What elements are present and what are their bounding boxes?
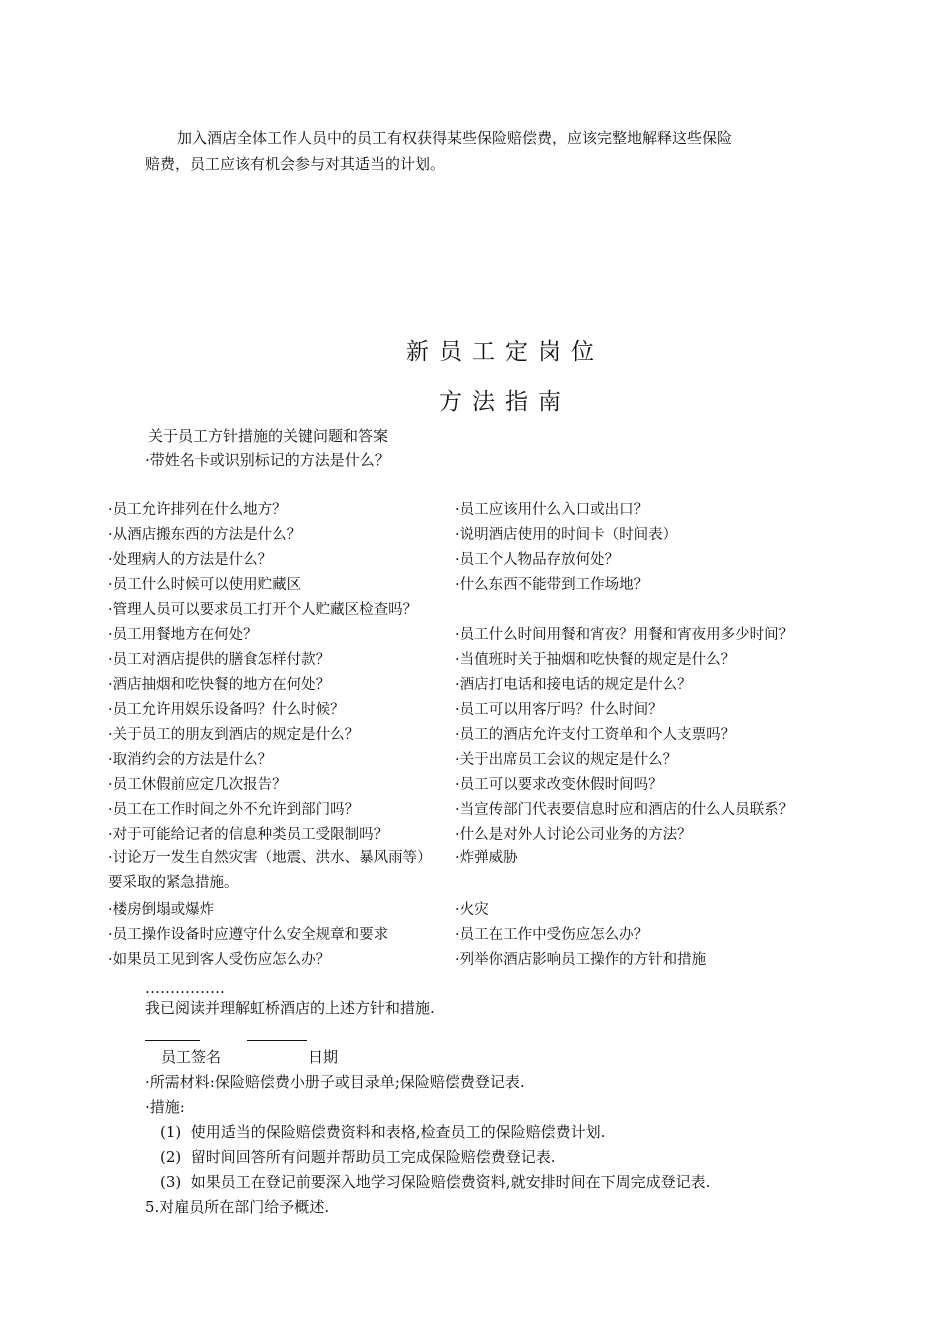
section-heading: 关于员工方针措施的关键问题和答案: [148, 427, 389, 445]
question-left: ·员工休假前应定几次报告？: [108, 777, 287, 793]
step-number: (1): [160, 1123, 182, 1141]
question-row: [108, 646, 938, 671]
question-row: [108, 846, 938, 896]
question-left: ·处理病人的方法是什么？: [108, 552, 273, 568]
acknowledgement-statement: 我已阅读并理解虹桥酒店的上述方针和措施.: [145, 999, 435, 1017]
step-text: 如果员工在登记前要深入地学习保险赔偿费资料,就安排时间在下周完成登记表.: [190, 1173, 711, 1191]
question-right: ·当宣传部门代表要信息时应和酒店的什么人员联系？: [455, 802, 794, 818]
question-right: ·什么是对外人讨论公司业务的方法？: [455, 827, 692, 843]
question-left: ·酒店抽烟和吃快餐的地方在何处？: [108, 677, 331, 693]
step-3: [160, 1170, 710, 1195]
question-row: [108, 946, 938, 971]
question-row: [108, 696, 938, 721]
first-question: ·带姓名卡或识别标记的方法是什么？: [145, 451, 390, 469]
question-right: ·炸弹威胁: [455, 850, 518, 866]
question-right: ·列举你酒店影响员工操作的方针和措施: [455, 952, 707, 968]
question-row: [108, 546, 938, 571]
question-list: [108, 496, 938, 971]
step-number: (2): [160, 1148, 182, 1166]
question-row: [108, 721, 938, 746]
step-text: 留时间回答所有问题并帮助员工完成保险赔偿费登记表.: [190, 1148, 556, 1166]
intro-line-1: 加入酒店全体工作人员中的员工有权获得某些保险赔偿费，应该完整地解释这些保险: [177, 129, 733, 147]
question-left: ·员工在工作时间之外不允许到部门吗？: [108, 802, 360, 818]
question-left: ·员工操作设备时应遵守什么安全规章和要求: [108, 927, 389, 943]
question-left: ·员工用餐地方在何处？: [108, 627, 258, 643]
question-row: [108, 596, 938, 621]
question-right: ·员工可以要求改变休假时间吗？: [455, 777, 663, 793]
question-right: ·员工在工作中受伤应怎么办？: [455, 927, 649, 943]
question-left: ·员工对酒店提供的膳食怎样付款？: [108, 652, 331, 668]
question-right: ·关于出席员工会议的规定是什么？: [455, 752, 678, 768]
question-row: [108, 771, 938, 796]
required-materials: ·所需材料:保险赔偿费小册子或目录单;保险赔偿费登记表.: [145, 1073, 525, 1091]
question-left: ·员工允许用娱乐设备吗？什么时候？: [108, 702, 345, 718]
question-right: ·当值班时关于抽烟和吃快餐的规定是什么？: [455, 652, 736, 668]
question-right: ·火灾: [455, 902, 489, 918]
question-left: ·从酒店搬东西的方法是什么？: [108, 527, 302, 543]
page-subtitle: 方法指南: [439, 389, 571, 415]
question-left: ·员工什么时候可以使用贮藏区: [108, 577, 302, 593]
question-row: [108, 896, 938, 921]
step-number: (3): [160, 1173, 182, 1191]
page-title: 新员工定岗位: [406, 339, 604, 365]
question-right: ·说明酒店使用的时间卡（时间表）: [455, 527, 678, 543]
question-left: ·管理人员可以要求员工打开个人贮藏区检查吗？: [108, 602, 418, 618]
step-2: [160, 1145, 556, 1170]
date-line: [247, 1040, 307, 1041]
section-5-heading: 5.对雇员所在部门给予概述.: [145, 1198, 330, 1216]
question-left: ·员工允许排列在什么地方？: [108, 502, 287, 518]
question-right: ·什么东西不能带到工作场地？: [455, 577, 649, 593]
question-right: ·员工可以用客厅吗？什么时间？: [455, 702, 663, 718]
question-row: [108, 496, 938, 521]
measures-label: ·措施:: [145, 1098, 185, 1116]
question-right: ·员工什么时间用餐和宵夜？用餐和宵夜用多少时间？: [455, 627, 794, 643]
signature-label: 员工签名: [161, 1048, 222, 1066]
question-left: ·如果员工见到客人受伤应怎么办？: [108, 952, 331, 968]
question-right: ·酒店打电话和接电话的规定是什么？: [455, 677, 692, 693]
question-left: ·对于可能给记者的信息种类员工受限制吗？: [108, 827, 389, 843]
question-left: ·关于员工的朋友到酒店的规定是什么？: [108, 727, 360, 743]
question-row: [108, 921, 938, 946]
question-row: [108, 671, 938, 696]
question-row: [108, 521, 938, 546]
intro-line-2: 赔费，员工应该有机会参与对其适当的计划。: [145, 155, 446, 173]
question-right: ·员工的酒店允许支付工资单和个人支票吗？: [455, 727, 736, 743]
dots-separator: …………….: [145, 979, 225, 997]
question-row: [108, 821, 938, 846]
question-row: [108, 746, 938, 771]
signature-line: [145, 1040, 200, 1041]
question-right: ·员工应该用什么入口或出口？: [455, 502, 649, 518]
date-label: 日期: [308, 1048, 339, 1066]
question-left: ·楼房倒塌或爆炸: [108, 902, 215, 918]
question-row: [108, 571, 938, 596]
intro-paragraph: [145, 125, 815, 177]
step-1: [160, 1120, 605, 1145]
question-row: [108, 621, 938, 646]
question-row: [108, 796, 938, 821]
question-left: ·取消约会的方法是什么？: [108, 752, 273, 768]
step-text: 使用适当的保险赔偿费资料和表格,检查员工的保险赔偿费计划.: [190, 1123, 606, 1141]
question-left: ·讨论万一发生自然灾害（地震、洪水、暴风雨等）要采取的紧急措施。: [108, 850, 432, 891]
question-right: ·员工个人物品存放何处？: [455, 552, 620, 568]
